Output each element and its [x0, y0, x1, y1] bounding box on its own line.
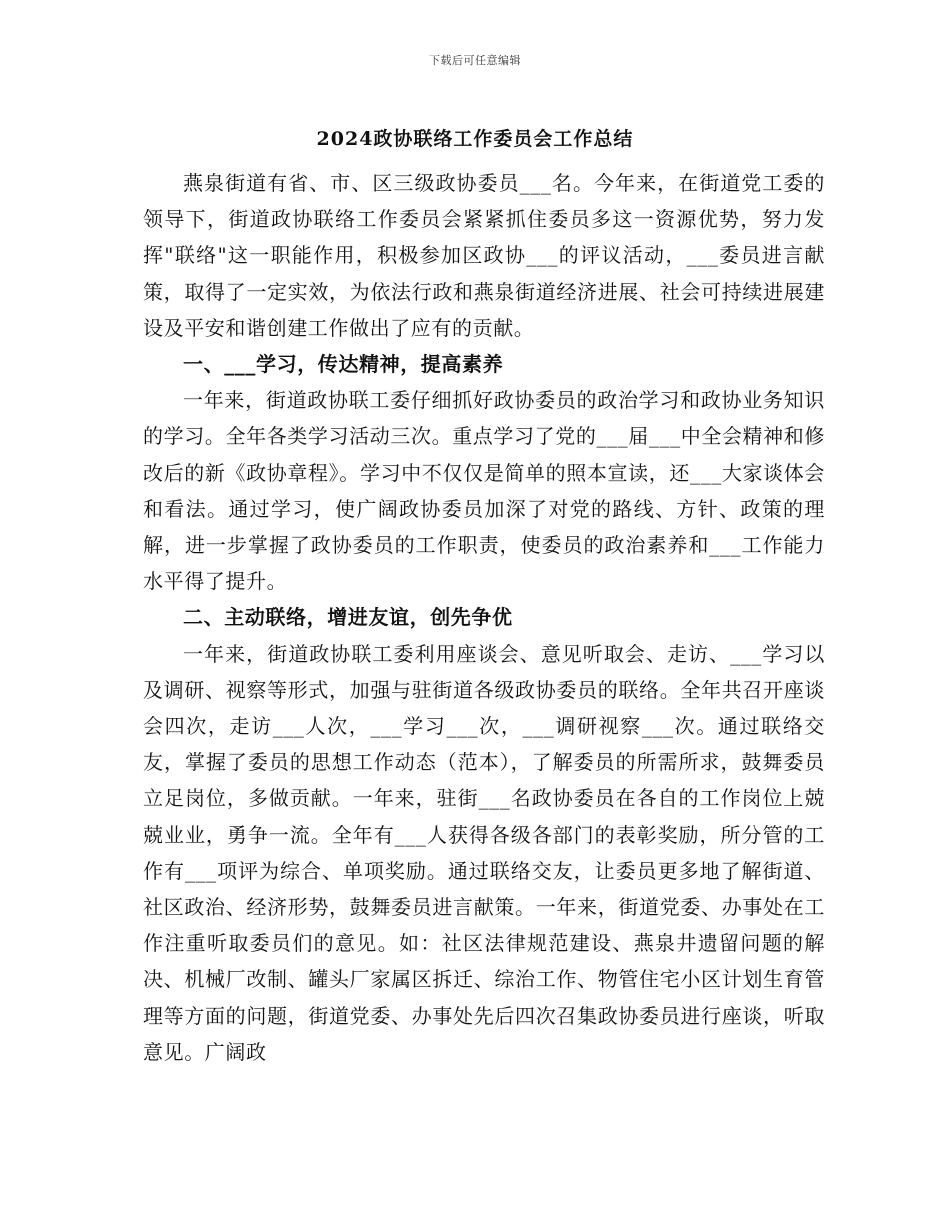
section-heading-2: 二、主动联络，增进友谊，创先争优 [183, 605, 513, 630]
section-1-paragraph: 一年来，街道政协联工委仔细抓好政协委员的政治学习和政协业务知识的学习。全年各类学习活动三次。重点学习了党的___届___中全会精神和修改后的新《政协章程》。学习中不仅仅是简单的照本宣读，还___大家谈体会和看法。通过学习，使广阔政协委员加深了对党的路线、方针、政策的理解，进一步掌握了政协委员的工作职责，使委员的政治素养和___工作能力水平得了提升。 [143, 388, 825, 594]
page-header-note: 下载后可任意编辑 [429, 54, 521, 67]
document-body [143, 165, 825, 1070]
section-2-paragraph: 一年来，街道政协联工委利用座谈会、意见听取会、走访、___学习以及调研、视察等形式，加强与驻街道各级政协委员的联络。全年共召开座谈会四次，走访___人次，___学习___次，___调研视察___次。通过联络交友，掌握了委员的思想工作动态（范本），了解委员的所需所求，鼓舞委员立足岗位，多做贡献。一年来，驻街___名政协委员在各自的工作岗位上兢兢业业，勇争一流。全年有___人获得各级各部门的表彰奖励，所分管的工作有___项评为综合、单项奖励。通过联络交友，让委员更多地了解街道、社区政治、经济形势，鼓舞委员进言献策。一年来，街道党委、办事处在工作注重听取委员们的意见。如：社区法律规范建设、燕泉井遗留问题的解决、机械厂改制、罐头厂家属区拆迁、综治工作、物管住宅小区计划生育管理等方面的问题，街道党委、办事处先后四次召集政协委员进行座谈，听取意见。广阔政 [143, 641, 825, 1064]
intro-paragraph: 燕泉街道有省、市、区三级政协委员___名。今年来，在街道党工委的领导下，街道政协联络工作委员会紧紧抓住委员多这一资源优势，努力发挥"联络"这一职能作用，积极参加区政协___的评议活动，___委员进言献策，取得了一定实效，为依法行政和燕泉街道经济进展、社会可持续进展建设及平安和谐创建工作做出了应有的贡献。 [143, 171, 825, 340]
document-title: 2024政协联络工作委员会工作总结 [316, 128, 634, 150]
section-heading-1: 一、___学习，传达精神，提高素养 [183, 352, 504, 377]
